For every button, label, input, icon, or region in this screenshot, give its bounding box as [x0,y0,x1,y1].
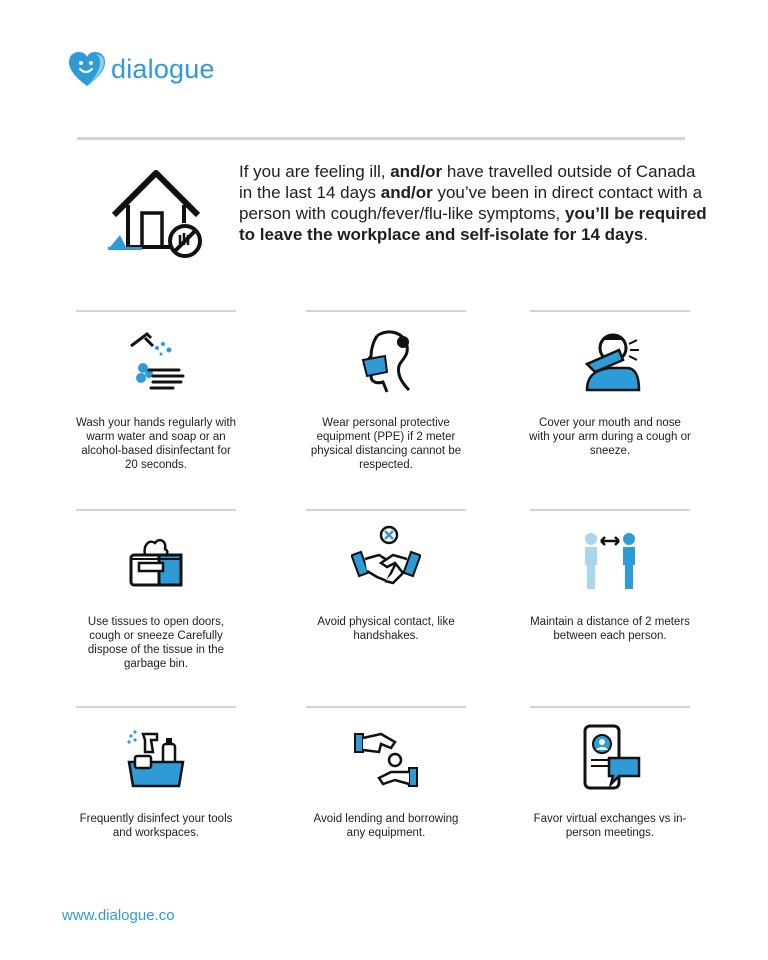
tip-card [304,509,468,643]
divider [77,137,685,140]
tip-card [74,706,238,840]
tip-text: Avoid physical contact, like handshakes. [317,616,455,642]
divider [306,706,466,708]
brand-name: dialogue [111,53,215,84]
divider [530,706,690,708]
divider [306,310,466,312]
no-lending-icon [351,722,421,792]
tip-card [74,509,238,671]
tip-card [528,310,692,458]
tip-card [528,706,692,840]
divider [306,509,466,511]
tip-card [74,310,238,472]
tip-text: Maintain a distance of 2 meters between each person. [530,616,690,642]
tip-text: Use tissues to open doors, cough or sneeze Carefully dispose of the tissue in the garbage bin. [87,616,225,670]
house-no-entry-icon [106,165,206,265]
intro-text: If you are feeling ill, and/or have travelled outside of Canada in the last 14 days and/or you’ve been in direct contact with a person with cough/fever/flu-like symptoms, you’ll be required to leave the workplace and self-isolate for 14 days. [239,162,707,244]
tip-text: Favor virtual exchanges vs in-person meetings. [533,813,687,839]
divider [530,509,690,511]
hand-washing-icon [121,326,191,396]
divider [76,706,236,708]
face-mask-icon [351,326,421,396]
tip-card [304,706,468,840]
tip-text: Wear personal protective equipment (PPE) if 2 meter physical distancing cannot be respected. [310,417,462,471]
divider [76,509,236,511]
tip-card [304,310,468,472]
tip-card [528,509,692,643]
divider [530,310,690,312]
cough-into-elbow-icon [575,326,645,396]
cleaning-supplies-icon [121,722,191,792]
heart-speech-icon [67,50,107,88]
no-handshake-icon [351,525,421,595]
video-call-icon [575,722,645,792]
brand-logo [67,50,215,88]
tip-text: Avoid lending and borrowing any equipment. [313,813,459,839]
distance-icon [575,525,645,595]
tip-text: Cover your mouth and nose with your arm during a cough or sneeze. [529,417,691,457]
tip-text: Frequently disinfect your tools and workspaces. [79,813,233,839]
tip-text: Wash your hands regularly with warm water and soap or an alcohol-based disinfectant for 20 seconds. [75,417,236,471]
divider [76,310,236,312]
tissue-box-icon [121,525,191,595]
website-link[interactable]: www.dialogue.co [62,907,175,924]
